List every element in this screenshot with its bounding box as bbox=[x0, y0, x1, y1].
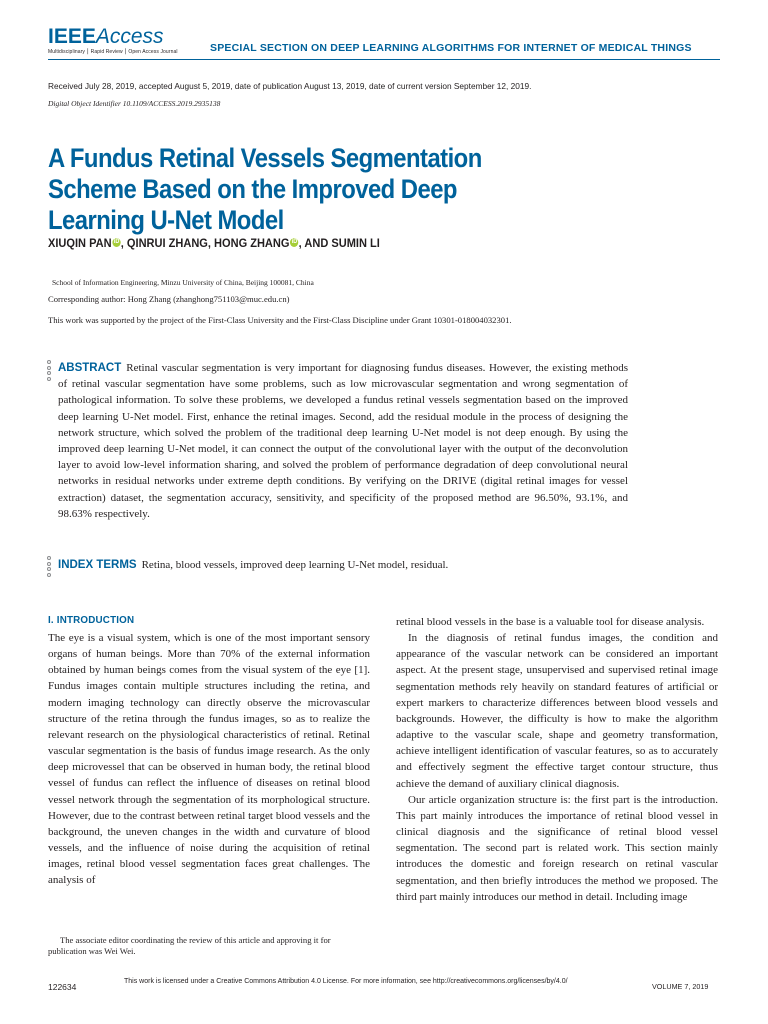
author-name: HONG ZHANG bbox=[214, 236, 290, 250]
author-name: XIUQIN PAN bbox=[48, 236, 112, 250]
doi-value[interactable]: 10.1109/ACCESS.2019.2935138 bbox=[122, 99, 221, 108]
funding-statement: This work was supported by the project of the First-Class University and the First-Class Discipline under Grant 10301-018004032301. bbox=[48, 315, 512, 325]
publication-dates: Received July 28, 2019, accepted August 5, 2019, date of publication August 13, 2019, date of current version September 12, 2019. bbox=[48, 81, 532, 91]
logo-wordmark: IEEEAccess bbox=[48, 25, 164, 48]
abstract-text: Retinal vascular segmentation is very important for diagnosing fundus diseases. However, the existing methods of retinal vascular segmentation have some problems, such as low microvascular segmentation and wrong segmentation of pathological information. To solve these problems, we developed a fundus retinal vessels segmentation based on the improved deep learning U-Net model. First, enhance the retinal images. Second, add the residual module in the process of designing the network structure, which solved the problem of the traditional deep learning U-Net model is not deep enough. By using the improved deep learning U-Net model, it can connect the output of the convolutional layer with the output of the deconvolution layer to avoid low-level information sharing, and solved the problem of performance degradation of deep convolutional neural networks in residual networks under extreme depth conditions. By verifying on the DRIVE (digital retinal images for vessel extraction) dataset, the segmentation accuracy, sensitivity, and specificity of the proposed method are 96.50%, 93.1%, and 98.63% respectively. bbox=[58, 362, 628, 520]
index-terms-label: INDEX TERMS bbox=[58, 559, 137, 571]
author-separator: , bbox=[120, 236, 127, 250]
title-line: Learning U-Net Model bbox=[48, 205, 284, 235]
logo-tagline: Multidisciplinary ⎮ Rapid Review ⎮ Open Access Journal bbox=[48, 49, 178, 55]
left-column bbox=[48, 614, 370, 889]
corresponding-author: Corresponding author: Hong Zhang (zhanghong751103@muc.edu.cn) bbox=[48, 294, 290, 304]
section-heading-introduction: I. INTRODUCTION bbox=[48, 615, 135, 626]
title-line: Scheme Based on the Improved Deep bbox=[48, 174, 457, 204]
doi-line bbox=[48, 99, 220, 108]
intro-paragraph: Our article organization structure is: the first part is the introduction. This part mainly introduces the importance of retinal blood vessel in clinical diagnosis and the significance of retinal blood vessel segmentation. The second part is related work. This section mainly introduces the domestic and foreign research on retinal vascular segmentation, and then briefly introduces the method we proposed. The third part mainly introduces our method in detail. Including image bbox=[396, 793, 718, 903]
author-name: SUMIN LI bbox=[331, 236, 380, 250]
author-list bbox=[48, 236, 380, 250]
journal-logo bbox=[48, 26, 178, 55]
paper-title bbox=[48, 143, 552, 236]
author-name: QINRUI ZHANG bbox=[126, 236, 208, 250]
abstract bbox=[58, 360, 628, 522]
index-terms-text: Retina, blood vessels, improved deep learning U-Net model, residual. bbox=[141, 559, 449, 571]
author-separator: , AND bbox=[298, 236, 332, 250]
editor-footnote: The associate editor coordinating the review of this article and approving it for publication was Wei Wei. bbox=[48, 935, 331, 956]
orcid-icon[interactable]: iD bbox=[291, 239, 298, 245]
affiliation: School of Information Engineering, Minzu University of China, Beijing 100081, China bbox=[52, 278, 314, 287]
right-column bbox=[396, 614, 718, 905]
author-separator: , bbox=[207, 236, 215, 250]
page-number: 122634 bbox=[48, 982, 77, 992]
orcid-icon[interactable]: iD bbox=[113, 239, 120, 245]
intro-paragraph-continued: retinal blood vessels in the base is a valuable tool for disease analysis. bbox=[396, 616, 705, 628]
doi-label: Digital Object Identifier bbox=[48, 99, 123, 108]
special-section-title: SPECIAL SECTION ON DEEP LEARNING ALGORITHMS FOR INTERNET OF MEDICAL THINGS bbox=[210, 42, 692, 54]
intro-paragraph: The eye is a visual system, which is one of the most important sensory organs of human beings. More than 70% of the external information obtained by human beings comes from the visual system of the eye [1]. Fundus images contain multiple structures including the retina, and modern imaging technology can directly observe the microvascular structure of the retina through the fundus images, so as to realize the relevant research on the physiological characteristics of retinal. Retinal vascular segmentation is the basis of fundus image research. As the only deep microvessel that can be observed in human body, the retinal blood vessel of fundus can reflect the influence of diseases on retinal blood vessel network through the segmentation of its morphological structure. However, due to the contrast between retinal target blood vessels and the background, the uneven changes in the width and curvature of blood vessels, and the influence of noise during the acquisition of retinal images, retinal blood vessel segmentation faces great challenges. The analysis of bbox=[48, 632, 370, 887]
intro-paragraph: In the diagnosis of retinal fundus images, the condition and appearance of the vascular network can be considered an important aspect. At the present stage, unsupervised and supervised retinal image segmentation methods rely heavily on standard features of artificial or expert markers to characterize differences between blood vessels and backgrounds. However, the difficulty is how to make the algorithm adaptive to the vascular scale, shape and geometry transformation, achieve intelligent identification of vascular features, so as to accurately and effectively segment the effective target contour structure, thus achieve the demand of auxiliary clinical diagnosis. bbox=[396, 632, 718, 790]
abstract-marker-icon bbox=[47, 360, 52, 382]
index-terms-marker-icon bbox=[47, 556, 52, 578]
volume-label: VOLUME 7, 2019 bbox=[652, 982, 709, 991]
abstract-label: ABSTRACT bbox=[58, 362, 122, 374]
license-notice[interactable]: This work is licensed under a Creative Commons Attribution 4.0 License. For more information, see http://creativecommons.org/licenses/by/4.0/ bbox=[124, 978, 568, 985]
title-line: A Fundus Retinal Vessels Segmentation bbox=[48, 143, 482, 173]
index-terms bbox=[58, 557, 628, 573]
header-divider bbox=[48, 59, 720, 60]
